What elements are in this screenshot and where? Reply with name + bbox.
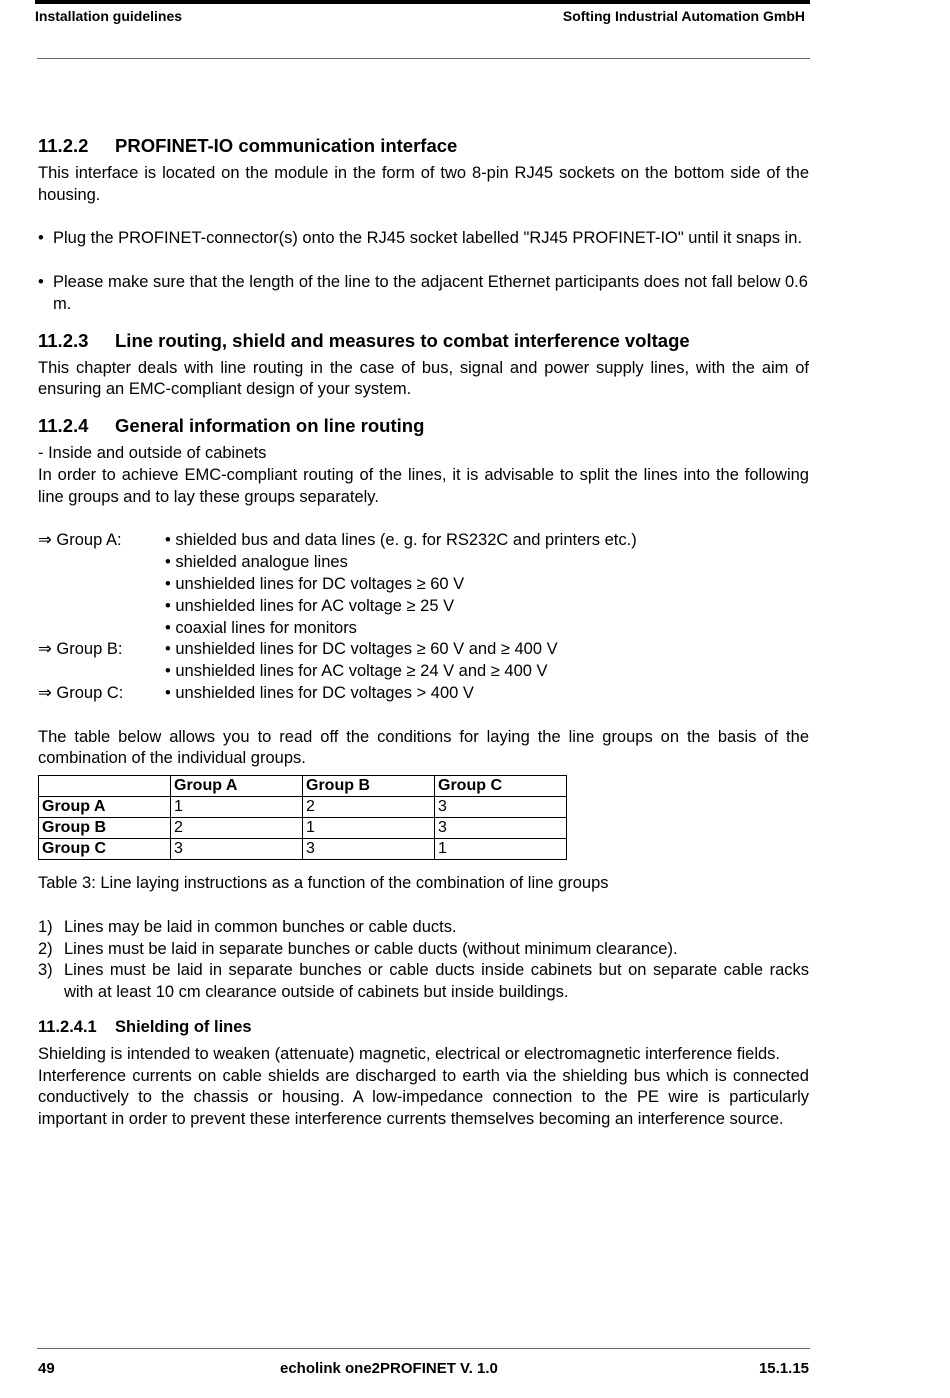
footnote-item [38, 960, 809, 1004]
group-value: • unshielded lines for DC voltages > 400 V [165, 683, 474, 702]
bullet-item: • Plug the PROFINET-connector(s) onto the RJ45 socket labelled "RJ45 PROFINET-IO" until it snaps in. [38, 228, 809, 250]
group-label: ⇒ Group B: [38, 640, 123, 659]
group-label [38, 661, 165, 683]
section-title: PROFINET-IO communication interface [115, 135, 458, 156]
group-row [38, 596, 809, 618]
group-label [38, 574, 165, 596]
footnote-item [38, 939, 809, 961]
table-cell: 1 [171, 797, 303, 818]
footnote-item [38, 917, 809, 939]
group-row [38, 574, 809, 596]
table-cell: 1 [435, 839, 567, 860]
bullet-text: Please make sure that the length of the line to the adjacent Ethernet participants does not fall below 0.6 m. [53, 272, 808, 313]
group-value: • unshielded lines for AC voltage ≥ 24 V and ≥ 400 V [165, 662, 548, 681]
paragraph: Shielding is intended to weaken (attenuate) magnetic, electrical or electromagnetic interference fields. [38, 1044, 780, 1063]
group-label [38, 618, 165, 640]
group-label: ⇒ Group C: [38, 683, 124, 702]
footer-date: 15.1.15 [758, 1360, 809, 1377]
group-row [38, 683, 809, 705]
group-label [38, 596, 165, 618]
page-content [38, 134, 809, 1131]
table-caption: Table 3: Line laying instructions as a function of the combination of line groups [38, 874, 609, 893]
group-label [38, 552, 165, 574]
group-value: • unshielded lines for DC voltages ≥ 60 V and ≥ 400 V [165, 640, 558, 659]
section-number: 11.2.4 [38, 415, 89, 437]
paragraph: This interface is located on the module in the form of two 8-pin RJ45 sockets on the bottom side of the housing. [38, 164, 809, 204]
paragraph: This chapter deals with line routing in the case of bus, signal and power supply lines, with the aim of ensuring an EMC-compliant design of your system. [38, 358, 809, 399]
section-title: Shielding of lines [115, 1017, 252, 1036]
group-value: • unshielded lines for AC voltage ≥ 25 V [165, 596, 455, 615]
group-value: • unshielded lines for DC voltages ≥ 60 V [165, 574, 465, 593]
header-rule [37, 58, 810, 59]
group-value: • coaxial lines for monitors [165, 618, 357, 637]
group-row [38, 530, 809, 552]
table-header-cell [39, 776, 171, 797]
section-title: Line routing, shield and measures to combat interference voltage [115, 329, 690, 351]
section-number: 11.2.3 [38, 329, 89, 351]
paragraph: The table below allows you to read off the conditions for laying the line groups on the basis of the combination of the individual groups. [38, 727, 809, 768]
table-header-row [39, 776, 567, 797]
footer-rule [37, 1348, 810, 1349]
header-left: Installation guidelines [35, 8, 183, 24]
table-row-header: Group C [39, 839, 171, 860]
group-label: ⇒ Group A: [38, 531, 122, 550]
table-header-cell: Group B [303, 776, 435, 797]
table-cell: 2 [171, 818, 303, 839]
footnote-number: 1) [38, 917, 53, 936]
subheading-line: - Inside and outside of cabinets [38, 444, 267, 463]
section-title: General information on line routing [115, 415, 425, 437]
table-header-cell: Group A [171, 776, 303, 797]
group-row [38, 618, 809, 640]
line-groups-list [38, 530, 809, 704]
group-row [38, 661, 809, 683]
group-row [38, 639, 809, 661]
table-cell: 2 [303, 797, 435, 818]
table-cell: 3 [303, 839, 435, 860]
table-row [39, 797, 567, 818]
table-row [39, 839, 567, 860]
footnote-number: 3) [38, 961, 53, 980]
paragraph: In order to achieve EMC-compliant routing of the lines, it is advisable to split the lines into the following line groups and to lay these groups separately. [38, 465, 809, 506]
bullet-item: • Please make sure that the length of the line to the adjacent Ethernet participants does not fall below 0.6 m. [38, 272, 809, 316]
page-number: 49 [38, 1360, 55, 1377]
table-cell: 3 [435, 818, 567, 839]
table-header-cell: Group C [435, 776, 567, 797]
top-rule [35, 0, 810, 4]
group-row [38, 552, 809, 574]
paragraph: Interference currents on cable shields are discharged to earth via the shielding bus which is connected conductively to the chassis or housing. A low-impedance connection to the PE wire is particularly important in order to prevent these interference currents themselves becoming an interference source. [38, 1066, 809, 1129]
table-row-header: Group A [39, 797, 171, 818]
bullet-text: Plug the PROFINET-connector(s) onto the RJ45 socket labelled "RJ45 PROFINET-IO" until it snaps in. [53, 229, 803, 248]
table-cell: 1 [303, 818, 435, 839]
table-row-header: Group B [39, 818, 171, 839]
header-right: Softing Industrial Automation GmbH [562, 8, 805, 24]
group-value: • shielded bus and data lines (e. g. for RS232C and printers etc.) [165, 531, 637, 550]
footer-product: echolink one2PROFINET V. 1.0 [280, 1360, 498, 1377]
subsection-heading [38, 1017, 809, 1039]
section-number: 11.2.4.1 [38, 1017, 97, 1036]
line-laying-table [38, 775, 567, 860]
table-row [39, 818, 567, 839]
table-cell: 3 [435, 797, 567, 818]
section-heading [38, 414, 809, 438]
footnote-text: Lines may be laid in common bunches or cable ducts. [64, 917, 457, 936]
page-header [35, 8, 810, 28]
footnote-text: Lines must be laid in separate bunches or cable ducts inside cabinets but on separate cable racks with at least 10 cm clearance outside of cabinets but inside buildings. [64, 961, 809, 1002]
footnote-number: 2) [38, 939, 53, 958]
group-value: • shielded analogue lines [165, 553, 348, 572]
section-heading [38, 134, 809, 158]
section-heading [38, 329, 809, 353]
footnote-text: Lines must be laid in separate bunches or cable ducts (without minimum clearance). [64, 939, 678, 958]
table-cell: 3 [171, 839, 303, 860]
section-number: 11.2.2 [38, 135, 89, 156]
